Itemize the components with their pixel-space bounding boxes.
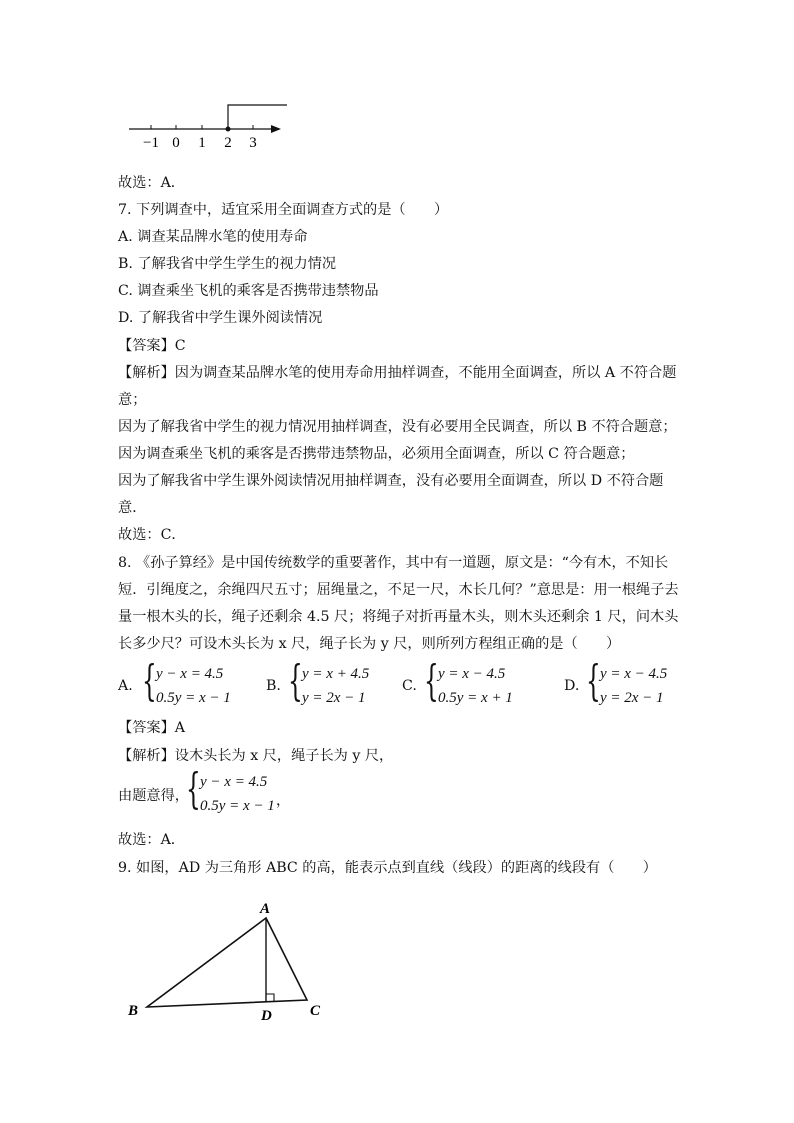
equation: y = x − 4.5 (438, 666, 506, 682)
brace-icon: { (288, 656, 303, 705)
q7-answer: 【答案】C (118, 338, 186, 354)
vertex-label-a: A (260, 901, 271, 917)
q8-derive-suffix: ， (276, 793, 291, 809)
q8-option-a-label: A. (118, 678, 133, 694)
q8-stem-line: 8. 《孙子算经》是中国传统数学的重要著作，其中有一道题，原文是：“今有木，不知长 (118, 555, 669, 571)
q8-stem-line: 长多少尺？可设木头长为 x 尺，绳子长为 y 尺，则所列方程组正确的是（ ） (118, 636, 621, 652)
q8-option-c-label: C. (402, 678, 417, 694)
right-angle-mark (266, 994, 274, 1001)
q8-option-c-system (424, 656, 544, 710)
q7-option-c: C. 调查乘坐飞机的乘客是否携带违禁物品 (118, 283, 379, 299)
q7-analysis-line: 意； (118, 392, 147, 408)
q7-analysis-line: 因为了解我省中学生的视力情况用抽样调查，没有必要用全民调查，所以 B 不符合题意； (118, 419, 677, 435)
brace-icon: { (186, 764, 201, 813)
solution-ray (228, 105, 287, 129)
vertex-label-c: C (310, 1003, 321, 1019)
triangle-figure (120, 896, 340, 1026)
equation: y = x + 4.5 (302, 666, 370, 682)
q7-option-d: D. 了解我省中学生课外阅读情况 (118, 310, 323, 326)
q8-option-a-system (142, 656, 252, 710)
brace-icon: { (142, 656, 157, 705)
q7-analysis-line: 【解析】因为调查某品牌水笔的使用寿命用抽样调查，不能用全面调查，所以 A 不符合题 (118, 365, 677, 381)
equation: 0.5y = x − 1 (156, 690, 231, 706)
q8-conclusion: 故选：A． (118, 832, 185, 848)
tick-label: 3 (249, 135, 257, 150)
tick-label: 2 (224, 135, 232, 150)
equation: y = 2x − 1 (302, 690, 366, 706)
equation: y − x = 4.5 (156, 666, 224, 682)
q7-conclusion: 故选：C． (118, 527, 186, 543)
q8-stem-line: 量一根木头的长，绳子还剩余 4.5 尺；将绳子对折再量木头，则木头还剩余 1 尺，问木头 (118, 609, 679, 625)
q6-conclusion: 故选：A． (118, 175, 185, 191)
equation: 0.5y = x + 1 (438, 690, 513, 706)
q7-stem: 7. 下列调查中，适宜采用全面调查方式的是（ ） (118, 202, 449, 218)
q7-analysis-line: 意． (118, 500, 147, 516)
q8-option-b-label: B. (266, 678, 281, 694)
q7-option-a: A. 调查某品牌水笔的使用寿命 (118, 229, 308, 245)
tick-label: 0 (172, 135, 180, 150)
equation: 0.5y = x − 1 (200, 798, 275, 814)
brace-icon: { (424, 656, 439, 705)
tick-label: −1 (143, 135, 159, 150)
q7-analysis-line: 因为调查乘坐飞机的乘客是否携带违禁物品，必须用全面调查，所以 C 符合题意； (118, 446, 635, 462)
vertex-label-b: B (128, 1003, 139, 1019)
brace-icon: { (586, 656, 601, 705)
q8-answer: 【答案】A (118, 720, 185, 736)
equation: y − x = 4.5 (200, 774, 268, 790)
vertex-label-d: D (261, 1008, 272, 1024)
q7-analysis-line: 因为了解我省中学生课外阅读情况用抽样调查，没有必要用全面调查，所以 D 不符合题 (118, 473, 664, 489)
equation: y = x − 4.5 (600, 666, 668, 682)
q8-option-b-system (288, 656, 398, 710)
q8-option-d-system (586, 656, 696, 710)
number-line-figure (124, 100, 324, 150)
tick-label: 1 (198, 135, 206, 150)
q8-option-d-label: D. (564, 678, 580, 694)
triangle-abc (147, 918, 307, 1007)
equation: y = 2x − 1 (600, 690, 664, 706)
q7-option-b: B. 了解我省中学生学生的视力情况 (118, 256, 337, 272)
q8-stem-line: 短．引绳度之，余绳四尺五寸；屈绳量之，不足一尺，木长几何？”意思是：用一根绳子去 (118, 582, 679, 598)
q8-analysis: 【解析】设木头长为 x 尺，绳子长为 y 尺， (118, 748, 394, 764)
axis-arrow-icon (271, 125, 281, 133)
q9-stem: 9. 如图，AD 为三角形 ABC 的高，能表示点到直线（线段）的距离的线段有（ ） (118, 860, 657, 876)
q8-derive-prefix: 由题意得， (118, 788, 189, 804)
